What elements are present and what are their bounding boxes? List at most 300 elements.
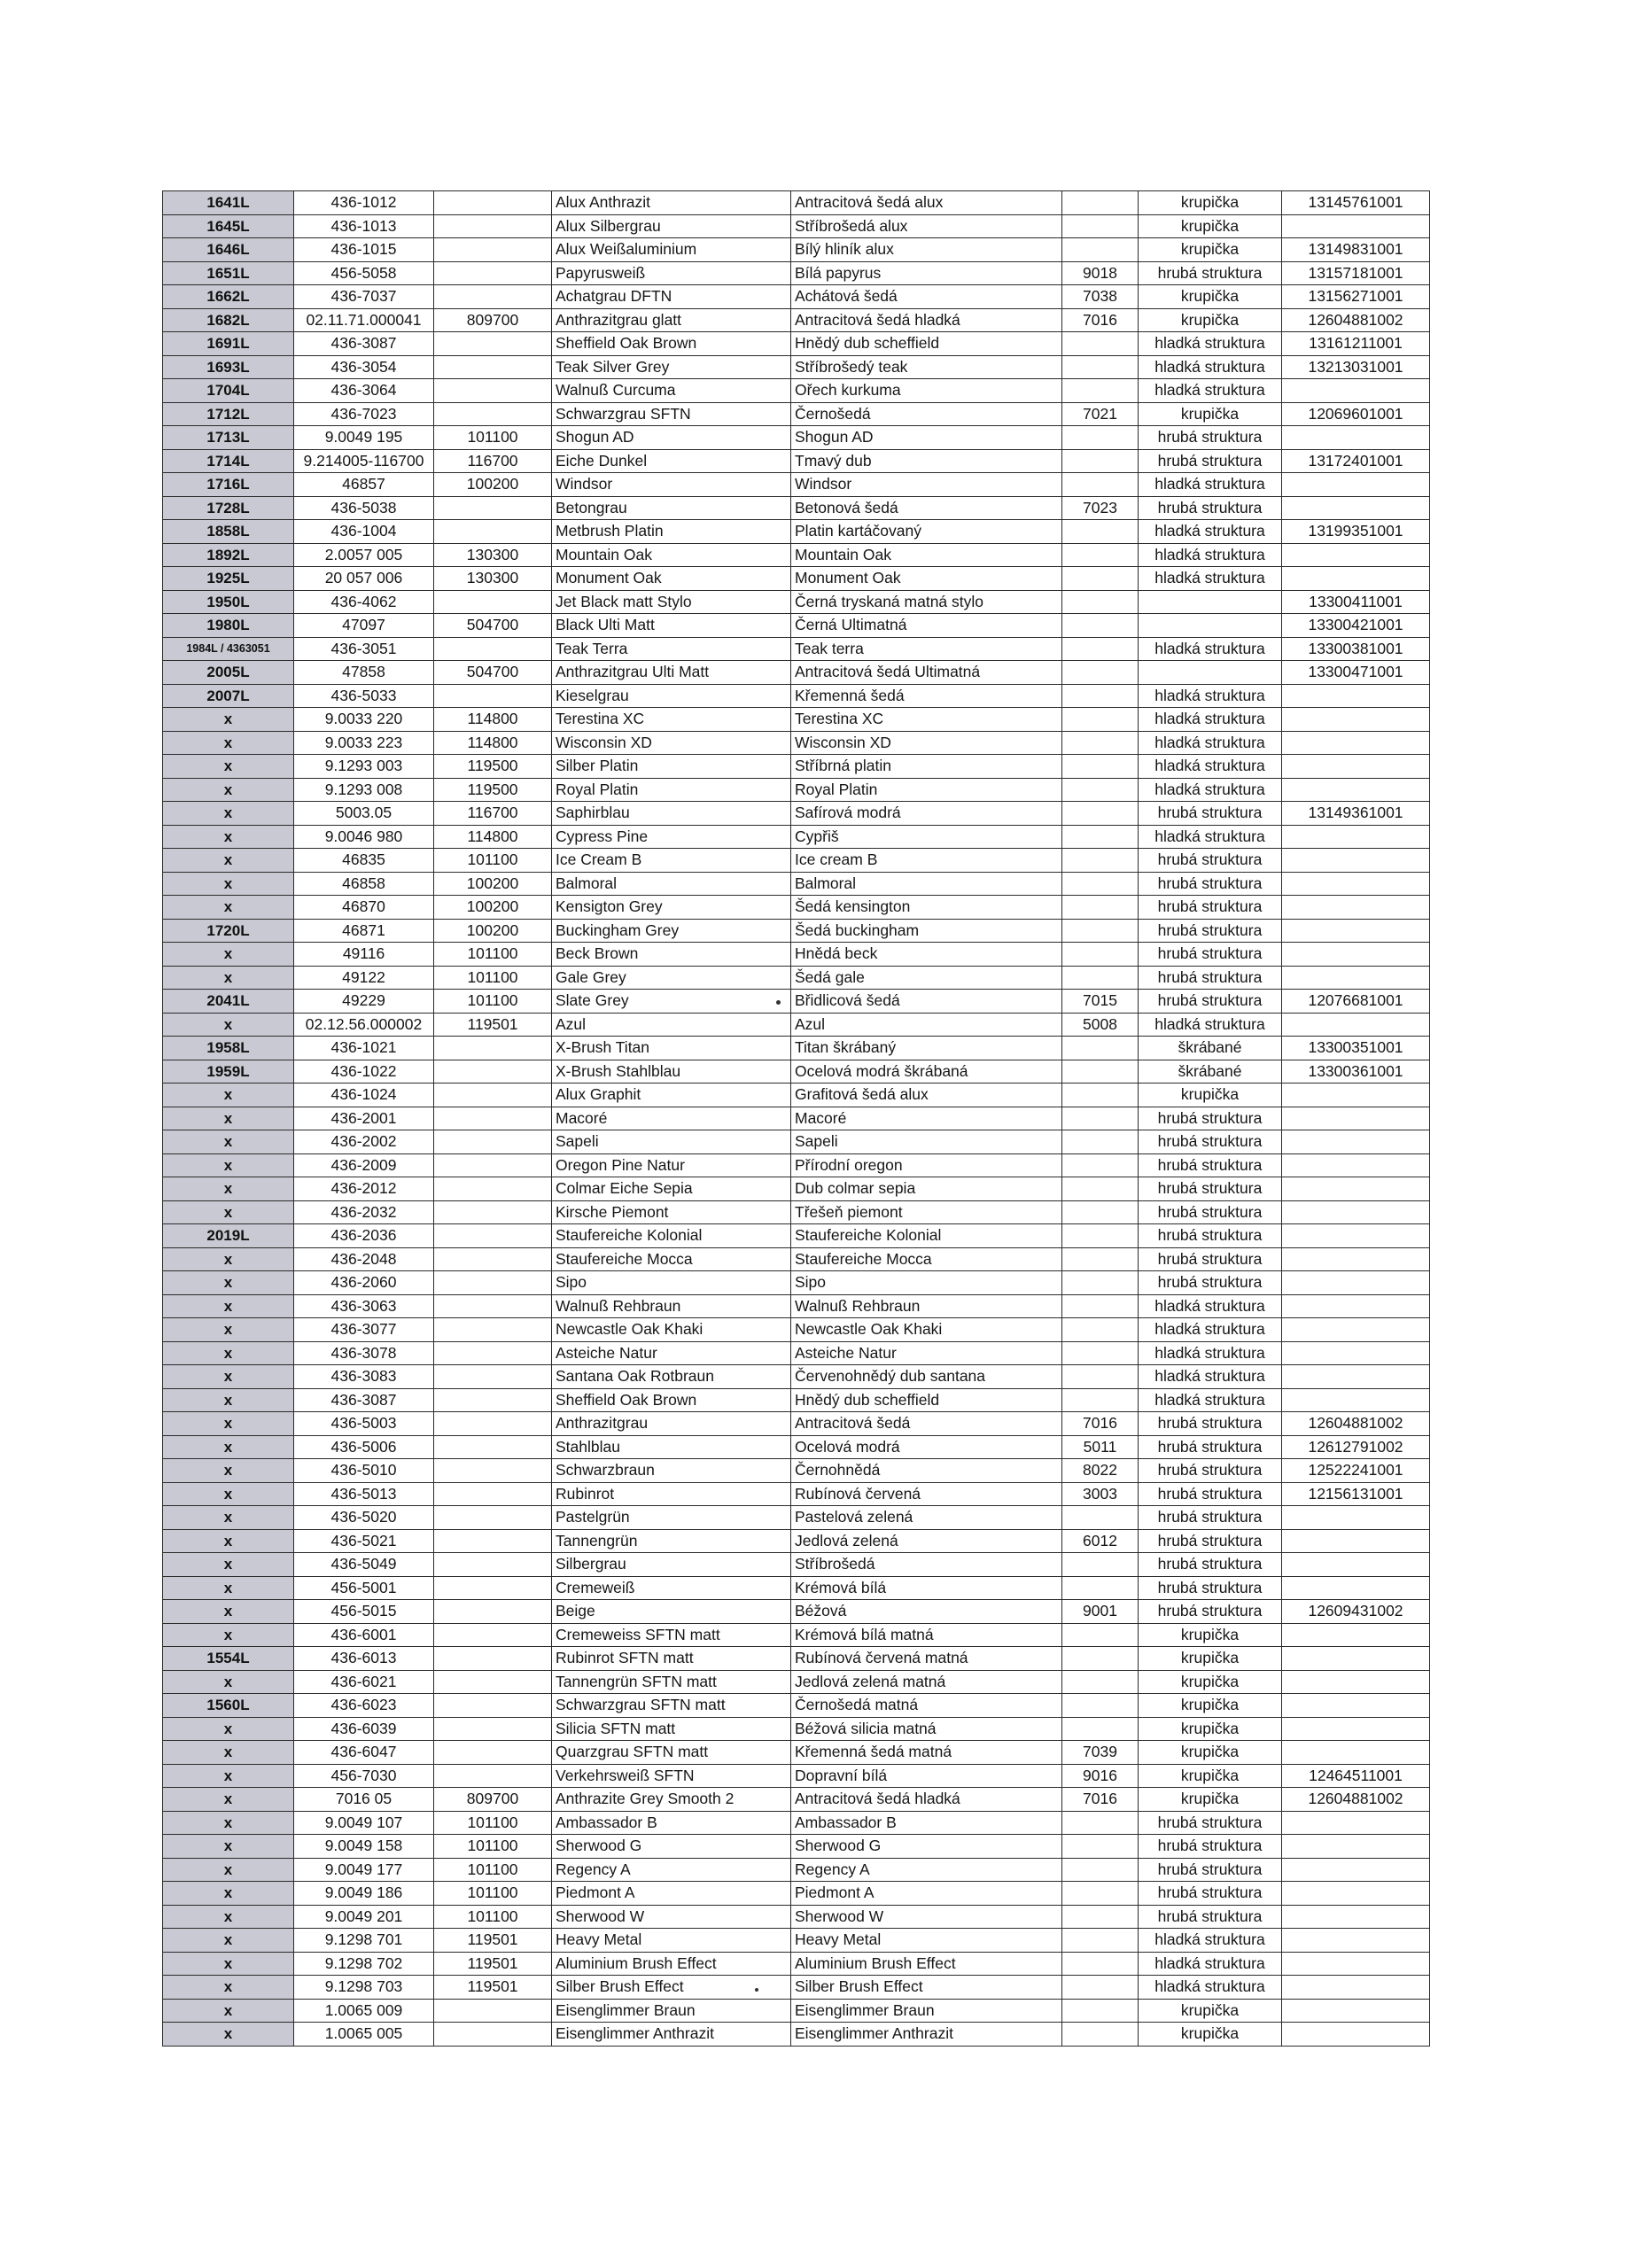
catalog-number-cell (434, 1717, 552, 1741)
ral-cell (1062, 614, 1139, 638)
german-name-cell: Teak Silver Grey (552, 355, 791, 379)
table-row (163, 426, 1430, 450)
article-id-cell (1282, 1318, 1430, 1342)
ral-cell: 7015 (1062, 990, 1139, 1014)
czech-name-cell: Windsor (791, 473, 1062, 497)
foil-number-cell: 9.0033 223 (294, 731, 434, 755)
table-row (163, 1670, 1430, 1694)
table-row (163, 1177, 1430, 1201)
czech-name-cell: Grafitová šedá alux (791, 1084, 1062, 1107)
surface-cell: hladká struktura (1139, 332, 1282, 356)
table-row (163, 308, 1430, 332)
profile-code-cell: 1712L (163, 402, 294, 426)
foil-number-cell: 436-2032 (294, 1200, 434, 1224)
profile-code-cell: 2005L (163, 661, 294, 685)
german-name-cell: Kirsche Piemont (552, 1200, 791, 1224)
table-row (163, 238, 1430, 262)
catalog-number-cell: 114800 (434, 825, 552, 849)
catalog-number-cell (434, 1130, 552, 1154)
surface-cell: hrubá struktura (1139, 1858, 1282, 1882)
article-id-cell (1282, 1670, 1430, 1694)
ral-cell (1062, 802, 1139, 826)
ral-cell (1062, 1670, 1139, 1694)
surface-cell: krupička (1139, 1741, 1282, 1765)
article-id-cell (1282, 543, 1430, 567)
table-row (163, 1647, 1430, 1671)
table-row (163, 473, 1430, 497)
catalog-number-cell (434, 1318, 552, 1342)
article-id-cell: 12156131001 (1282, 1482, 1430, 1506)
table-row (163, 590, 1430, 614)
ral-cell: 9018 (1062, 261, 1139, 285)
profile-code-cell: x (163, 1388, 294, 1412)
surface-cell: krupička (1139, 1623, 1282, 1647)
foil-number-cell: 436-2012 (294, 1177, 434, 1201)
czech-name-cell: Hnědá beck (791, 943, 1062, 967)
article-id-cell: 12604881002 (1282, 1412, 1430, 1436)
table-row (163, 872, 1430, 896)
surface-cell: hladká struktura (1139, 1365, 1282, 1389)
german-name-cell: Macoré (552, 1107, 791, 1130)
surface-cell: hladká struktura (1139, 1952, 1282, 1976)
profile-code-cell: x (163, 1576, 294, 1600)
czech-name-cell: Silber Brush Effect (791, 1976, 1062, 2000)
czech-name-cell: Jedlová zelená matná (791, 1670, 1062, 1694)
czech-name-cell: Sherwood G (791, 1835, 1062, 1859)
profile-code-cell: x (163, 1835, 294, 1859)
article-id-cell (1282, 1882, 1430, 1906)
catalog-number-cell: 101100 (434, 1811, 552, 1835)
czech-name-cell: Rubínová červená matná (791, 1647, 1062, 1671)
table-row (163, 1341, 1430, 1365)
ral-cell (1062, 1576, 1139, 1600)
table-row (163, 896, 1430, 920)
catalog-number-cell (434, 684, 552, 708)
surface-cell: krupička (1139, 1647, 1282, 1671)
surface-cell: hrubá struktura (1139, 943, 1282, 967)
article-id-cell (1282, 1576, 1430, 1600)
catalog-number-cell (434, 261, 552, 285)
catalog-number-cell (434, 1576, 552, 1600)
czech-name-cell: Béžová silicia matná (791, 1717, 1062, 1741)
article-id-cell: 13213031001 (1282, 355, 1430, 379)
czech-name-cell: Šedá buckingham (791, 919, 1062, 943)
article-id-cell (1282, 755, 1430, 779)
surface-cell: krupička (1139, 191, 1282, 215)
table-row (163, 1976, 1430, 2000)
ral-cell (1062, 1247, 1139, 1271)
article-id-cell (1282, 1365, 1430, 1389)
surface-cell: hrubá struktura (1139, 1247, 1282, 1271)
german-name-cell: Staufereiche Kolonial (552, 1224, 791, 1248)
profile-code-cell: x (163, 1905, 294, 1929)
article-id-cell: 13199351001 (1282, 520, 1430, 544)
article-id-cell: 12464511001 (1282, 1764, 1430, 1788)
table-row (163, 1200, 1430, 1224)
profile-code-cell: x (163, 1271, 294, 1295)
profile-code-cell: 1662L (163, 285, 294, 309)
table-row (163, 543, 1430, 567)
table-row (163, 919, 1430, 943)
german-name-cell: Shogun AD (552, 426, 791, 450)
german-name-cell: Terestina XC (552, 708, 791, 732)
profile-code-cell: 1716L (163, 473, 294, 497)
article-id-cell: 13145761001 (1282, 191, 1430, 215)
ral-cell (1062, 1811, 1139, 1835)
article-id-cell (1282, 214, 1430, 238)
table-row (163, 825, 1430, 849)
profile-code-cell: x (163, 1153, 294, 1177)
german-name-cell: Sheffield Oak Brown (552, 1388, 791, 1412)
article-id-cell: 12522241001 (1282, 1459, 1430, 1483)
foil-number-cell: 436-2009 (294, 1153, 434, 1177)
table-row (163, 614, 1430, 638)
profile-code-cell: x (163, 708, 294, 732)
foil-number-cell: 436-5038 (294, 496, 434, 520)
table-row (163, 1365, 1430, 1389)
surface-cell: hrubá struktura (1139, 1224, 1282, 1248)
german-name-cell: Cremeweiß (552, 1576, 791, 1600)
czech-name-cell: Royal Platin (791, 778, 1062, 802)
catalog-number-cell (434, 1341, 552, 1365)
catalog-number-cell (434, 1365, 552, 1389)
german-name-cell: Sapeli (552, 1130, 791, 1154)
german-name-cell: Walnuß Curcuma (552, 379, 791, 403)
profile-code-cell: x (163, 1670, 294, 1694)
catalog-number-cell (434, 590, 552, 614)
table-row (163, 1247, 1430, 1271)
german-name-cell: Beige (552, 1600, 791, 1624)
article-id-cell (1282, 825, 1430, 849)
article-id-cell (1282, 731, 1430, 755)
ral-cell (1062, 1200, 1139, 1224)
article-id-cell (1282, 1224, 1430, 1248)
czech-name-cell: Platin kartáčovaný (791, 520, 1062, 544)
foil-number-cell: 436-2002 (294, 1130, 434, 1154)
german-name-cell: Jet Black matt Stylo (552, 590, 791, 614)
german-name-cell: Silber Brush Effect (552, 1976, 791, 2000)
profile-code-cell: 1645L (163, 214, 294, 238)
catalog-number-cell (434, 285, 552, 309)
article-id-cell: 13149831001 (1282, 238, 1430, 262)
foil-number-cell: 9.1293 008 (294, 778, 434, 802)
table-row (163, 449, 1430, 473)
table-row (163, 1084, 1430, 1107)
german-name-cell: Aluminium Brush Effect (552, 1952, 791, 1976)
foil-number-cell: 436-5013 (294, 1482, 434, 1506)
czech-name-cell: Břidlicová šedá (791, 990, 1062, 1014)
table-row (163, 731, 1430, 755)
german-name-cell: Sipo (552, 1271, 791, 1295)
article-id-cell (1282, 1506, 1430, 1530)
article-id-cell (1282, 1623, 1430, 1647)
german-name-cell: Monument Oak (552, 567, 791, 591)
czech-name-cell: Shogun AD (791, 426, 1062, 450)
german-name-cell: Anthrazitgrau glatt (552, 308, 791, 332)
profile-code-cell: x (163, 825, 294, 849)
table-row (163, 1929, 1430, 1953)
catalog-number-cell (434, 1224, 552, 1248)
ral-cell (1062, 1037, 1139, 1060)
surface-cell: hrubá struktura (1139, 872, 1282, 896)
table-row (163, 1835, 1430, 1859)
surface-cell: hrubá struktura (1139, 1811, 1282, 1835)
catalog-number-cell: 119500 (434, 778, 552, 802)
czech-name-cell: Dub colmar sepia (791, 1177, 1062, 1201)
catalog-number-cell (434, 332, 552, 356)
foil-number-cell: 436-1004 (294, 520, 434, 544)
table-row (163, 1506, 1430, 1530)
ral-cell (1062, 1107, 1139, 1130)
profile-code-cell: 1704L (163, 379, 294, 403)
table-row (163, 1764, 1430, 1788)
table-row (163, 496, 1430, 520)
czech-name-cell: Pastelová zelená (791, 1506, 1062, 1530)
article-id-cell: 13172401001 (1282, 449, 1430, 473)
surface-cell: hladká struktura (1139, 473, 1282, 497)
czech-name-cell: Béžová (791, 1600, 1062, 1624)
article-id-cell (1282, 708, 1430, 732)
czech-name-cell: Betonová šedá (791, 496, 1062, 520)
foil-number-cell: 436-2048 (294, 1247, 434, 1271)
profile-code-cell: x (163, 943, 294, 967)
table-row (163, 1694, 1430, 1718)
profile-code-cell: x (163, 1764, 294, 1788)
profile-code-cell: x (163, 1858, 294, 1882)
ral-cell (1062, 355, 1139, 379)
surface-cell: hrubá struktura (1139, 1506, 1282, 1530)
ral-cell (1062, 1224, 1139, 1248)
table-row (163, 990, 1430, 1014)
czech-name-cell: Červenohnědý dub santana (791, 1365, 1062, 1389)
foil-number-cell: 436-4062 (294, 590, 434, 614)
czech-name-cell: Staufereiche Mocca (791, 1247, 1062, 1271)
article-id-cell: 12076681001 (1282, 990, 1430, 1014)
article-id-cell: 12612791002 (1282, 1435, 1430, 1459)
profile-code-cell: x (163, 966, 294, 990)
article-id-cell (1282, 1200, 1430, 1224)
surface-cell: hladká struktura (1139, 1013, 1282, 1037)
catalog-number-cell (434, 1647, 552, 1671)
table-row (163, 1882, 1430, 1906)
german-name-cell: Ambassador B (552, 1811, 791, 1835)
profile-code-cell: x (163, 802, 294, 826)
czech-name-cell: Přírodní oregon (791, 1153, 1062, 1177)
ral-cell (1062, 543, 1139, 567)
surface-cell: hrubá struktura (1139, 802, 1282, 826)
ral-cell: 7016 (1062, 1788, 1139, 1812)
profile-code-cell: x (163, 1013, 294, 1037)
article-id-cell: 13300351001 (1282, 1037, 1430, 1060)
profile-code-cell: x (163, 1107, 294, 1130)
surface-cell: hladká struktura (1139, 637, 1282, 661)
profile-code-cell: x (163, 1600, 294, 1624)
ral-cell (1062, 1835, 1139, 1859)
ral-cell (1062, 1647, 1139, 1671)
catalog-number-cell: 100200 (434, 896, 552, 920)
czech-name-cell: Monument Oak (791, 567, 1062, 591)
surface-cell: hladká struktura (1139, 1388, 1282, 1412)
czech-name-cell: Wisconsin XD (791, 731, 1062, 755)
article-id-cell: 12069601001 (1282, 402, 1430, 426)
foil-number-cell: 9.1298 701 (294, 1929, 434, 1953)
profile-code-cell: 1728L (163, 496, 294, 520)
czech-name-cell: Hnědý dub scheffield (791, 332, 1062, 356)
catalog-number-cell (434, 1623, 552, 1647)
ral-cell (1062, 238, 1139, 262)
profile-code-cell: 1984L / 4363051 (163, 637, 294, 661)
table-row (163, 637, 1430, 661)
article-id-cell (1282, 1084, 1430, 1107)
surface-cell: hrubá struktura (1139, 261, 1282, 285)
table-row (163, 1013, 1430, 1037)
table-row (163, 1388, 1430, 1412)
surface-cell: hrubá struktura (1139, 1905, 1282, 1929)
surface-cell: hrubá struktura (1139, 1153, 1282, 1177)
ral-cell (1062, 1294, 1139, 1318)
catalog-number-cell (434, 1670, 552, 1694)
profile-code-cell: x (163, 2023, 294, 2047)
color-code-table (162, 190, 1430, 2047)
german-name-cell: Heavy Metal (552, 1929, 791, 1953)
surface-cell: krupička (1139, 2023, 1282, 2047)
catalog-number-cell: 116700 (434, 802, 552, 826)
czech-name-cell: Dopravní bílá (791, 1764, 1062, 1788)
profile-code-cell: x (163, 1435, 294, 1459)
profile-code-cell: x (163, 1177, 294, 1201)
table-row (163, 1553, 1430, 1577)
german-name-cell: Kieselgrau (552, 684, 791, 708)
german-name-cell: Verkehrsweiß SFTN (552, 1764, 791, 1788)
profile-code-cell: x (163, 1247, 294, 1271)
surface-cell: hrubá struktura (1139, 1600, 1282, 1624)
surface-cell: hrubá struktura (1139, 990, 1282, 1014)
ral-cell (1062, 590, 1139, 614)
foil-number-cell: 436-7023 (294, 402, 434, 426)
czech-name-cell: Stříbrná platin (791, 755, 1062, 779)
profile-code-cell: 1651L (163, 261, 294, 285)
foil-number-cell: 436-1022 (294, 1060, 434, 1084)
surface-cell: hrubá struktura (1139, 496, 1282, 520)
german-name-cell: Eisenglimmer Braun (552, 1999, 791, 2023)
profile-code-cell: x (163, 1294, 294, 1318)
article-id-cell (1282, 943, 1430, 967)
catalog-number-cell (434, 1247, 552, 1271)
table-row (163, 402, 1430, 426)
ral-cell (1062, 1084, 1139, 1107)
foil-number-cell: 9.1293 003 (294, 755, 434, 779)
german-name-cell: Silber Platin (552, 755, 791, 779)
ral-cell: 7016 (1062, 308, 1139, 332)
catalog-number-cell (434, 1482, 552, 1506)
catalog-number-cell: 100200 (434, 919, 552, 943)
table-row (163, 1999, 1430, 2023)
german-name-cell: Saphirblau (552, 802, 791, 826)
profile-code-cell: 1858L (163, 520, 294, 544)
table-row (163, 661, 1430, 685)
scan-speck (776, 1000, 781, 1005)
czech-name-cell: Ambassador B (791, 1811, 1062, 1835)
german-name-cell: Anthrazitgrau Ulti Matt (552, 661, 791, 685)
czech-name-cell: Asteiche Natur (791, 1341, 1062, 1365)
ral-cell: 3003 (1062, 1482, 1139, 1506)
german-name-cell: Teak Terra (552, 637, 791, 661)
foil-number-cell: 20 057 006 (294, 567, 434, 591)
czech-name-cell: Heavy Metal (791, 1929, 1062, 1953)
ral-cell (1062, 1623, 1139, 1647)
surface-cell: hladká struktura (1139, 708, 1282, 732)
foil-number-cell: 436-1021 (294, 1037, 434, 1060)
profile-code-cell: 1682L (163, 308, 294, 332)
ral-cell: 7016 (1062, 1412, 1139, 1436)
foil-number-cell: 436-3051 (294, 637, 434, 661)
german-name-cell: Alux Weißaluminium (552, 238, 791, 262)
table-row (163, 332, 1430, 356)
german-name-cell: Wisconsin XD (552, 731, 791, 755)
article-id-cell (1282, 567, 1430, 591)
article-id-cell: 13161211001 (1282, 332, 1430, 356)
foil-number-cell: 9.0049 107 (294, 1811, 434, 1835)
table-row (163, 379, 1430, 403)
catalog-number-cell (434, 1107, 552, 1130)
foil-number-cell: 5003.05 (294, 802, 434, 826)
ral-cell (1062, 1929, 1139, 1953)
german-name-cell: Sherwood G (552, 1835, 791, 1859)
table-row (163, 1060, 1430, 1084)
foil-number-cell: 7016 05 (294, 1788, 434, 1812)
czech-name-cell: Newcastle Oak Khaki (791, 1318, 1062, 1342)
catalog-number-cell: 119501 (434, 1929, 552, 1953)
profile-code-cell: 2007L (163, 684, 294, 708)
profile-code-cell: 1691L (163, 332, 294, 356)
surface-cell: hladká struktura (1139, 543, 1282, 567)
profile-code-cell: x (163, 896, 294, 920)
catalog-number-cell (434, 1412, 552, 1436)
catalog-number-cell (434, 1084, 552, 1107)
czech-name-cell: Stříbrošedá (791, 1553, 1062, 1577)
table-row (163, 1600, 1430, 1624)
ral-cell (1062, 1717, 1139, 1741)
foil-number-cell: 436-3087 (294, 332, 434, 356)
table-row (163, 849, 1430, 873)
czech-name-cell: Tmavý dub (791, 449, 1062, 473)
article-id-cell: 13300471001 (1282, 661, 1430, 685)
table-row (163, 285, 1430, 309)
profile-code-cell: x (163, 1341, 294, 1365)
catalog-number-cell: 504700 (434, 614, 552, 638)
foil-number-cell: 46858 (294, 872, 434, 896)
catalog-number-cell (434, 637, 552, 661)
foil-number-cell: 02.12.56.000002 (294, 1013, 434, 1037)
profile-code-cell: 1641L (163, 191, 294, 215)
surface-cell: hladká struktura (1139, 355, 1282, 379)
surface-cell: hladká struktura (1139, 825, 1282, 849)
ral-cell (1062, 449, 1139, 473)
czech-name-cell: Sherwood W (791, 1905, 1062, 1929)
profile-code-cell: 1554L (163, 1647, 294, 1671)
profile-code-cell: 2041L (163, 990, 294, 1014)
table-row (163, 1811, 1430, 1835)
profile-code-cell: x (163, 1506, 294, 1530)
profile-code-cell: x (163, 1529, 294, 1553)
surface-cell: hrubá struktura (1139, 1435, 1282, 1459)
catalog-number-cell: 809700 (434, 308, 552, 332)
catalog-number-cell (434, 2023, 552, 2047)
catalog-number-cell (434, 355, 552, 379)
table-row (163, 1130, 1430, 1154)
foil-number-cell: 46857 (294, 473, 434, 497)
profile-code-cell: x (163, 1929, 294, 1953)
